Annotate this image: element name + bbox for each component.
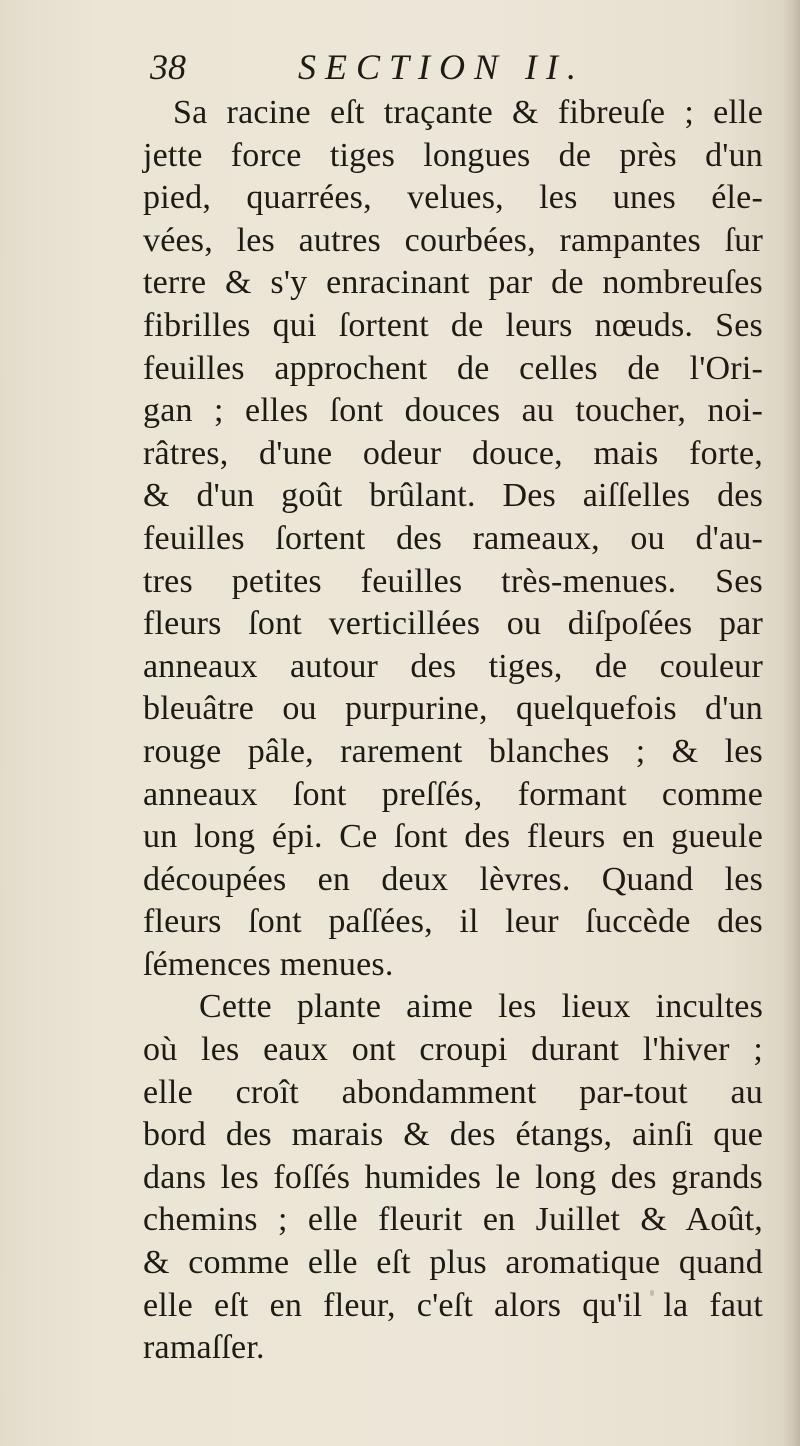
text-line: anneaux autour des tiges, de couleur [143, 647, 763, 685]
text-line: rouge pâle, rarement blanches ; & les [143, 732, 763, 770]
text-line: fibrilles qui ſortent de leurs nœuds. Ses [143, 306, 763, 344]
text-line: jette force tiges longues de près d'un [143, 136, 763, 174]
text-line: elle croît abondamment par-tout au [143, 1073, 763, 1111]
text-line: & comme elle eſt plus aromatique quand [143, 1244, 763, 1282]
text-line: râtres, d'une odeur douce, mais forte, [143, 434, 763, 472]
text-line: feuilles ſortent des rameaux, ou d'au- [143, 519, 763, 557]
paragraph [143, 92, 773, 986]
text-line: fleurs ſont paſſées, il leur ſuccède des [143, 903, 763, 941]
text-line: un long épi. Ce ſont des fleurs en gueule [143, 818, 763, 856]
text-line: elle eſt en fleur, c'eſt alors qu'il la faut [143, 1286, 763, 1324]
running-head [150, 46, 710, 96]
text-line: tres petites feuilles très-menues. Ses [143, 562, 763, 600]
text-line: où les eaux ont croupi durant l'hiver ; [143, 1031, 763, 1069]
text-line: gan ; elles ſont douces au toucher, noi- [143, 392, 763, 430]
text-line: & d'un goût brûlant. Des aiſſelles des [143, 477, 763, 515]
text-line: bord des marais & des étangs, ainſi que [143, 1116, 763, 1154]
page-edge-shadow [782, 0, 800, 1446]
text-line: ramaſſer. [143, 1329, 265, 1367]
text-line: dans les foſſés humides le long des grands [143, 1158, 763, 1196]
text-line: découpées en deux lèvres. Quand les [143, 860, 763, 898]
paragraph [143, 986, 773, 1369]
text-line: fleurs ſont verticillées ou diſpoſées par [143, 605, 763, 643]
text-line: pied, quarrées, velues, les unes éle- [143, 179, 763, 217]
text-line: Cette plante aime les lieux incultes [199, 988, 763, 1026]
text-line: anneaux ſont preſſés, formant comme [143, 775, 763, 813]
text-line: vées, les autres courbées, rampantes ſur [143, 221, 763, 259]
text-line: chemins ; elle fleurit en Juillet & Août, [143, 1201, 763, 1239]
text-line: bleuâtre ou purpurine, quelquefois d'un [143, 690, 763, 728]
text-line: terre & s'y enracinant par de nombreuſes [143, 264, 763, 302]
paper-speck [650, 1290, 654, 1296]
page-number: 38 [150, 47, 186, 87]
body-text [143, 92, 773, 1370]
text-line: Sa racine eſt traçante & fibreuſe ; elle [173, 94, 763, 131]
text-line: feuilles approchent de celles de l'Ori- [143, 349, 763, 387]
section-title: SECTION II. [298, 47, 585, 87]
text-line: ſémences menues. [143, 945, 394, 983]
